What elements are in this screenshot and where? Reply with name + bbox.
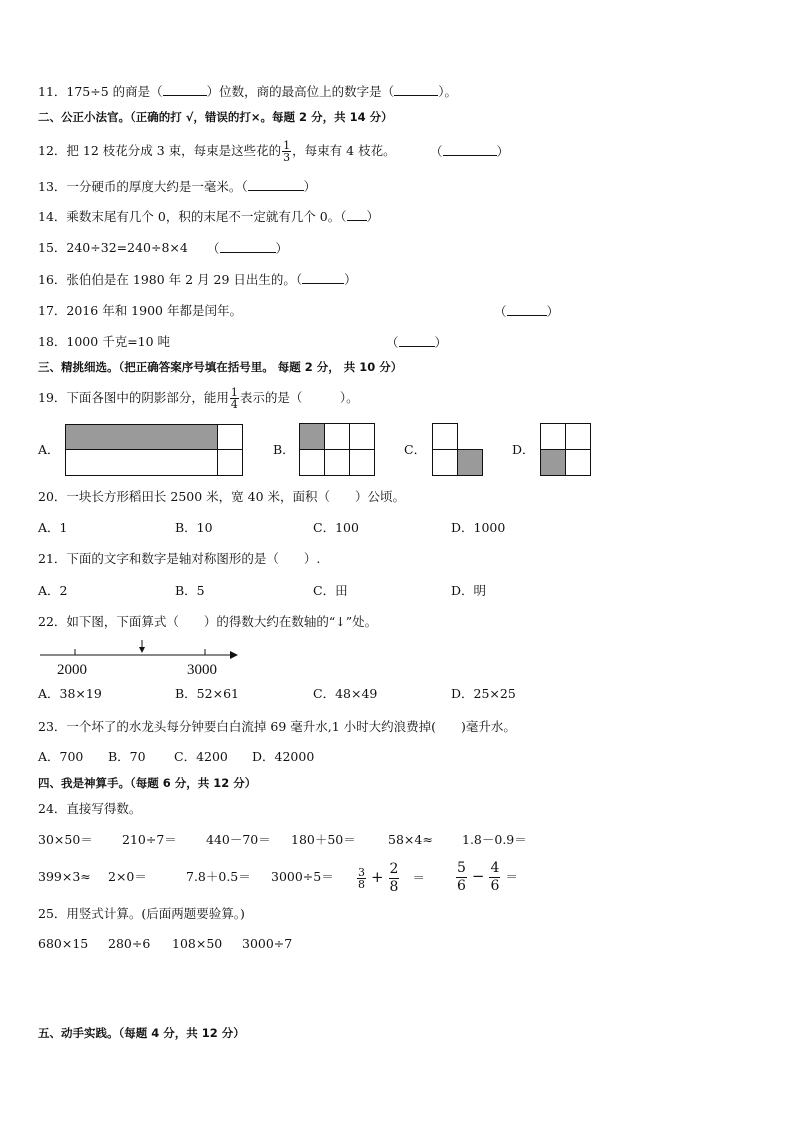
section-2-title: 二、公正小法官。（正确的打 √，错误的打×。每题 2 分，共 14 分） <box>38 110 393 124</box>
option-b[interactable]: B．52×61 <box>175 686 239 701</box>
question-21: 21．下面的文字和数字是轴对称图形的是（ ）. <box>38 551 321 566</box>
fraction: $\frac{1}{4}$ <box>230 386 238 411</box>
fraction: $\frac{2}{8}$ <box>389 861 399 895</box>
question-12: 12．把 12 枝花分成 3 束，每束是这些花的 $\frac{1}{3}$ ，每束有 4 枝花。 <box>38 139 396 164</box>
fraction: $\frac{1}{3}$ <box>283 139 291 164</box>
option-d[interactable]: D．1000 <box>451 520 506 535</box>
fraction-expression: $\frac{3}{8}$ + $\frac{2}{8}$ ＝ <box>358 861 425 895</box>
option-c[interactable]: C．田 <box>313 583 348 598</box>
down-arrow-head-icon <box>139 647 145 653</box>
answer-paren: （ ） <box>430 144 510 159</box>
grid-cell <box>565 423 591 450</box>
fraction: $\frac{4}{6}$ <box>490 860 500 894</box>
question-14: 14．乘数末尾有几个 0，积的末尾不一定就有几个 0。（ ） <box>38 209 380 224</box>
grid-cell <box>324 423 350 450</box>
question-23: 23．一个坏了的水龙头每分钟要白白流掉 69 毫升水,1 小时大约浪费掉( )毫升水。 <box>38 719 516 734</box>
section-5-title: 五、动手实践。（每题 4 分，共 12 分） <box>38 1026 245 1040</box>
option-label-d: D． <box>512 442 535 457</box>
answer-blank[interactable] <box>507 303 547 316</box>
calc-item: 180＋50＝ <box>291 832 356 847</box>
calc-item: 3000÷5＝ <box>271 869 334 884</box>
option-label-a: A． <box>38 442 60 457</box>
option-d[interactable]: D．25×25 <box>451 686 516 701</box>
shaded-cell <box>299 423 325 450</box>
answer-blank[interactable] <box>394 83 438 96</box>
grid-cell <box>217 449 243 476</box>
question-19: 19．下面各图中的阴影部分，能用 $\frac{1}{4}$ 表示的是（ ）。 <box>38 386 359 411</box>
option-d[interactable]: D．明 <box>451 583 487 598</box>
fraction-expression: $\frac{5}{6}$ − $\frac{4}{6}$ ＝ <box>457 860 518 894</box>
question-24: 24．直接写得数。 <box>38 801 142 816</box>
calc-item: 399×3≈ <box>38 869 91 884</box>
option-a[interactable]: A．1 <box>38 520 68 535</box>
section-3-title: 三、精挑细选。（把正确答案序号填在括号里。 每题 2 分， 共 10 分） <box>38 360 403 374</box>
option-a[interactable]: A．38×19 <box>38 686 102 701</box>
shaded-cell <box>65 424 218 450</box>
grid-cell <box>432 423 458 450</box>
question-18: 18．1000 千克=10 吨 <box>38 334 171 349</box>
axis-label: 2000 <box>57 662 87 678</box>
fraction: $\frac{5}{6}$ <box>457 860 466 894</box>
question-25: 25．用竖式计算。(后面两题要验算。) <box>38 906 245 921</box>
question-17: 17．2016 年和 1900 年都是闰年。 <box>38 303 242 318</box>
option-c[interactable]: C．48×49 <box>313 686 378 701</box>
answer-blank[interactable] <box>399 334 435 347</box>
grid-cell <box>299 449 325 476</box>
calc-item: 680×15 <box>38 936 89 951</box>
calc-item: 1.8－0.9＝ <box>462 832 527 847</box>
answer-blank[interactable] <box>347 208 367 221</box>
question-15: 15．240÷32=240÷8×4 <box>38 240 188 255</box>
calc-item: 58×4≈ <box>388 832 433 847</box>
answer-paren: （ ） <box>207 241 289 256</box>
answer-paren: （ ） <box>386 335 448 350</box>
grid-cell <box>540 423 566 450</box>
calc-item: 108×50 <box>172 936 223 951</box>
axis-arrow-icon <box>230 651 238 659</box>
answer-paren: （ ） <box>494 304 560 319</box>
question-22: 22．如下图，下面算式（ ）的得数大约在数轴的“↓”处。 <box>38 614 378 629</box>
shaded-cell <box>540 449 566 476</box>
option-b[interactable]: B．70 <box>108 749 146 764</box>
answer-blank[interactable] <box>220 240 276 253</box>
grid-cell <box>324 449 350 476</box>
calc-item: 210÷7＝ <box>122 832 177 847</box>
answer-blank[interactable] <box>302 271 344 284</box>
grid-cell <box>565 449 591 476</box>
grid-cell <box>65 449 218 476</box>
grid-cell <box>349 423 375 450</box>
calc-item: 30×50＝ <box>38 832 93 847</box>
answer-blank[interactable] <box>248 178 304 191</box>
answer-blank[interactable] <box>163 83 207 96</box>
question-16: 16．张伯伯是在 1980 年 2 月 29 日出生的。（ ） <box>38 272 357 287</box>
calc-item: 7.8＋0.5＝ <box>186 869 251 884</box>
calc-item: 3000÷7 <box>242 936 293 951</box>
shaded-cell <box>457 449 483 476</box>
option-b[interactable]: B．5 <box>175 583 205 598</box>
question-11: 11．175÷5 的商是（ ）位数，商的最高位上的数字是（ ）。 <box>38 84 457 99</box>
calc-item: 280÷6 <box>108 936 151 951</box>
option-label-c: C． <box>404 442 427 457</box>
grid-cell <box>217 424 243 450</box>
axis-label: 3000 <box>187 662 217 678</box>
option-d[interactable]: D．42000 <box>252 749 315 764</box>
option-b[interactable]: B．10 <box>175 520 213 535</box>
option-a[interactable]: A．2 <box>38 583 68 598</box>
calc-item: 440－70＝ <box>206 832 271 847</box>
grid-cell <box>349 449 375 476</box>
number-line <box>38 638 238 678</box>
calc-item: 2×0＝ <box>108 869 147 884</box>
option-label-b: B． <box>273 442 295 457</box>
option-c[interactable]: C．4200 <box>174 749 228 764</box>
option-c[interactable]: C．100 <box>313 520 359 535</box>
fraction: $\frac{3}{8}$ <box>358 866 365 891</box>
answer-blank[interactable] <box>443 143 497 156</box>
question-13: 13．一分硬币的厚度大约是一毫米。（ ） <box>38 179 317 194</box>
section-4-title: 四、我是神算手。（每题 6 分，共 12 分） <box>38 776 257 790</box>
option-a[interactable]: A．700 <box>38 749 84 764</box>
question-20: 20．一块长方形稻田长 2500 米，宽 40 米，面积（ ）公顷。 <box>38 489 406 504</box>
grid-cell <box>432 449 458 476</box>
